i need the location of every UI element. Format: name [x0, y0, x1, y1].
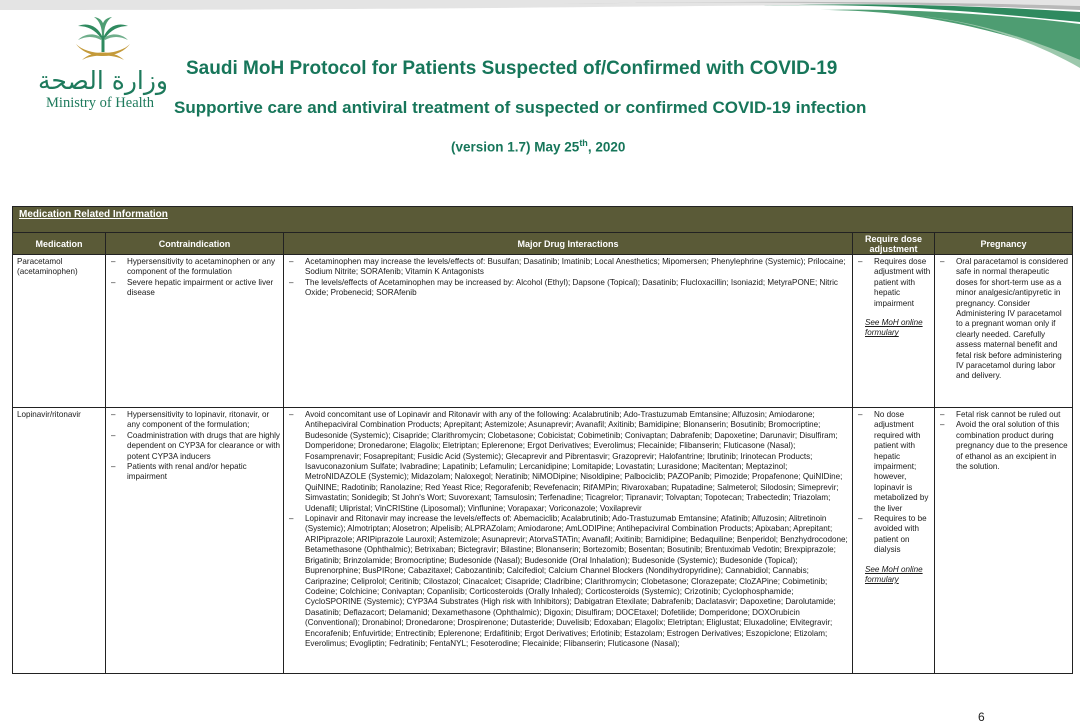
list-item: – Severe hepatic impairment or active liver disease [110, 278, 280, 299]
list-item: – Avoid concomitant use of Lopinavir and Ritonavir with any of the following: Acalabrutinib; Ado-Trastuzumab Emtansine; Alfuzosin; Amiodarone; Antihepaciviral Combination Products; Aprepitant; Astemizole; Asunaprevir; Avanafil; Axitinib; Bamidipine; Blonanserin; Bosutinib; Bromocriptine; Budesonide (Systemic); Cisapride; Clarithromycin; Clobetasone; Cobicistat; Cobimetinib; Conivaptan; Dabrafenib; Dapoxetine; Darunavir; Disulfiram; Domperidone; Dronedarone; Elagolix; Eletriptan; Eplerenone; Ergot Derivatives; Everolimus; Flecainide; Flibanserin; Fluticasone (Nasal); Fosamprenavir; Fosaprepitant; Fusidic Acid (Systemic); Glecaprevir and Pibrentasvir; Grazoprevir; Halofantrine; Ibrutinib; Irinotecan Products; Isavuconazonium Sulfate; Ivabradine; Lapatinib; Lefamulin; Lercanidipine; Lomitapide; Lovastatin; Lurasidone; Macitentan; Meptazinol; MetroNIDAZOLE (Systemic); Midazolam; Naloxegol; Neratinib; NiMODipine; Nisoldipine; Palbociclib; PAZOPanib; Pimozide; Propafenone; QuiNIDine; QuiNINE; Radotinib; Ranolazine; Red Yeast Rice; Regorafenib; Revefenacin; RifAMPin; Rivaroxaban; Rupatadine; Salmeterol; Silodosin; Simeprevir; Simvastatin; Sonidegib; St John's Wort; Suvorexant; Tamsulosin; Terfenadine; Ticagrelor; Tipranavir; Tolvaptan; Topotecan; Trabectedin; Triazolam; Udenafil; Ulipristal; VinCRIStine (Liposomal); Vinflunine; Vorapaxar; Voriconazole; Voxilaprevir [288, 410, 849, 514]
table-row-lopinavir-ritonavir [13, 408, 1072, 674]
document-subtitle: Supportive care and antiviral treatment of suspected or confirmed COVID-19 infection [174, 98, 867, 117]
list-item: – Coadministration with drugs that are highly dependent on CYP3A for clearance or with potent CYP3A inducers [110, 431, 280, 462]
pregnancy-cell [935, 255, 1072, 407]
contraindication-cell [106, 408, 284, 674]
list-item: – The levels/effects of Acetaminophen may be increased by: Alcohol (Ethyl); Dapsone (Topical); Dasatinib; Flucloxacillin; Isoniazid; MetyraPONE; Nitric Oxide; Probenecid; SORAfenib [288, 278, 849, 299]
version-superscript: th [579, 138, 588, 148]
medication-table [12, 206, 1073, 674]
pregnancy-cell [935, 408, 1072, 674]
document-title: Saudi MoH Protocol for Patients Suspected of/Confirmed with COVID-19 [186, 58, 838, 79]
column-header-medication: Medication [13, 233, 106, 254]
contraindication-cell [106, 255, 284, 407]
logo-english-text: Ministry of Health [46, 95, 154, 111]
dose-adjustment-cell [853, 408, 935, 674]
list-item: – Requires dose adjustment with patient with hepatic impairment [857, 257, 931, 309]
medication-cell: Lopinavir/ritonavir [13, 408, 106, 674]
list-item: – Avoid the oral solution of this combination product during pregnancy due to the presence of ethanol as an excipient in the solution. [939, 420, 1069, 472]
interactions-cell [284, 408, 853, 674]
page-number: 6 [978, 710, 985, 724]
palm-swords-emblem-icon [68, 16, 138, 68]
column-header-dose-adjustment: Require dose adjustment [853, 233, 935, 254]
ministry-of-health-logo [38, 16, 168, 121]
medication-cell: Paracetamol (acetaminophen) [13, 255, 106, 407]
column-header-contraindication: Contraindication [106, 233, 284, 254]
list-item: – No dose adjustment required with patient with hepatic impairment; however, lopinavir is metabolized by the liver [857, 410, 931, 514]
logo-arabic-text: وزارة الصحة [38, 66, 168, 95]
moh-formulary-link[interactable]: See MoH online formulary [865, 564, 923, 585]
list-item: – Fetal risk cannot be ruled out [939, 410, 1069, 420]
moh-formulary-link[interactable]: See MoH online formulary [865, 318, 923, 338]
list-item: – Lopinavir and Ritonavir may increase the levels/effects of: Abemaciclib; Acalabrutinib; Ado-Trastuzumab Emtansine; Afatinib; Alfuzosin; Alitretinoin (Systemic); Almotriptan; Alosetron; Alpelisib; ALPRAZolam; Amiodarone; AmLODIPine; Antihepaciviral Combination Products; Apixaban; Aprepitant; ARIPiprazole; ARIPiprazole Lauroxil; Astemizole; Asunaprevir; AtorvaSTATin; Avanafil; Axitinib; Barnidipine; Bedaquiline; Benperidol; Benzhydrocodone; Betamethasone (Ophthalmic); Betrixaban; Bictegravir; Bilastine; Blonanserin; Bortezomib; Bosentan; Bosutinib; Brentuximab Vedotin; Brexpiprazole; Brigatinib; Brinzolamide; Bromocriptine; Budesonide (Nasal); Budesonide (Oral Inhalation); Budesonide (Systemic); Budesonide (Topical); Buprenorphine; BusPIRone; Cabazitaxel; Cabozantinib; Calcifediol; Calcium Channel Blockers (Nondihydropyridine); Cannabidiol; Cannabis; Cariprazine; Celiprolol; Ceritinib; Cilostazol; Cinacalcet; Cisapride; Cladribine; Clarithromycin; Clobetasone; Clorazepate; CloZAPine; Cobimetinib; Codeine; Colchicine; Conivaptan; Copanlisib; Corticosteroids (Orally Inhaled); Corticosteroids (Systemic); Crizotinib; Cyclophosphamide; CycloSPORINE (Systemic); CYP3A4 Substrates (High risk with Inhibitors); Dabigatran Etexilate; Dabrafenib; Daclatasvir; Dapoxetine; Darolutamide; Dasatinib; Deflazacort; Delamanid; Dexamethasone (Ophthalmic); Digoxin; Disulfiram; DOCEtaxel; Dofetilide; Domperidone; DOXOrubicin (Conventional); Dronabinol; Dronedarone; Drospirenone; Dutasteride; Duvelisib; Edoxaban; Elagolix; Eletriptan; Eliglustat; Eluxadoline; Elvitegravir; Encorafenib; Enfuvirtide; Entrectinib; Eplerenone; Erdafitinib; Ergot Derivatives; Erlotinib; Estazolam; Estrogen Derivatives; Eszopiclone; Etizolam; Everolimus; Evogliptin; Fedratinib; FentaNYL; Fesoterodine; Flecainide; Flibanserin; Fluticasone (Nasal); [288, 514, 849, 649]
dose-adjustment-cell [853, 255, 935, 407]
interactions-cell [284, 255, 853, 407]
list-item: – Oral paracetamol is considered safe in normal therapeutic doses for short-term use as a minor analgesic/antipyretic in pregnancy. Consider Administering IV paracetamol to a pregnant woman only if clearly needed. Carefully assess maternal benefit and fetal risk before administering IV paracetamol during labor and delivery. [939, 257, 1069, 382]
version-prefix: (version 1.7) May 25 [451, 139, 580, 155]
version-line [451, 138, 625, 155]
list-item: – Patients with renal and/or hepatic impairment [110, 462, 280, 483]
list-item: – Acetaminophen may increase the levels/effects of: Busulfan; Dasatinib; Imatinib; Local Anesthetics; Mipomersen; Phenylephrine (Systemic); Prilocaine; Sodium Nitrite; SORAfenib; Vitamin K Antagonists [288, 257, 849, 278]
version-suffix: , 2020 [587, 139, 626, 155]
table-title: Medication Related Information [13, 207, 1072, 233]
table-row-paracetamol [13, 255, 1072, 408]
column-header-pregnancy: Pregnancy [980, 238, 1027, 249]
table-header-row [13, 233, 1072, 255]
column-header-interactions: Major Drug Interactions [284, 233, 853, 254]
list-item: – Hypersensitivity to lopinavir, ritonavir, or any component of the formulation; [110, 410, 280, 431]
list-item: – Requires to be avoided with patient on dialysis [857, 514, 931, 556]
list-item: – Hypersensitivity to acetaminophen or any component of the formulation [110, 257, 280, 278]
